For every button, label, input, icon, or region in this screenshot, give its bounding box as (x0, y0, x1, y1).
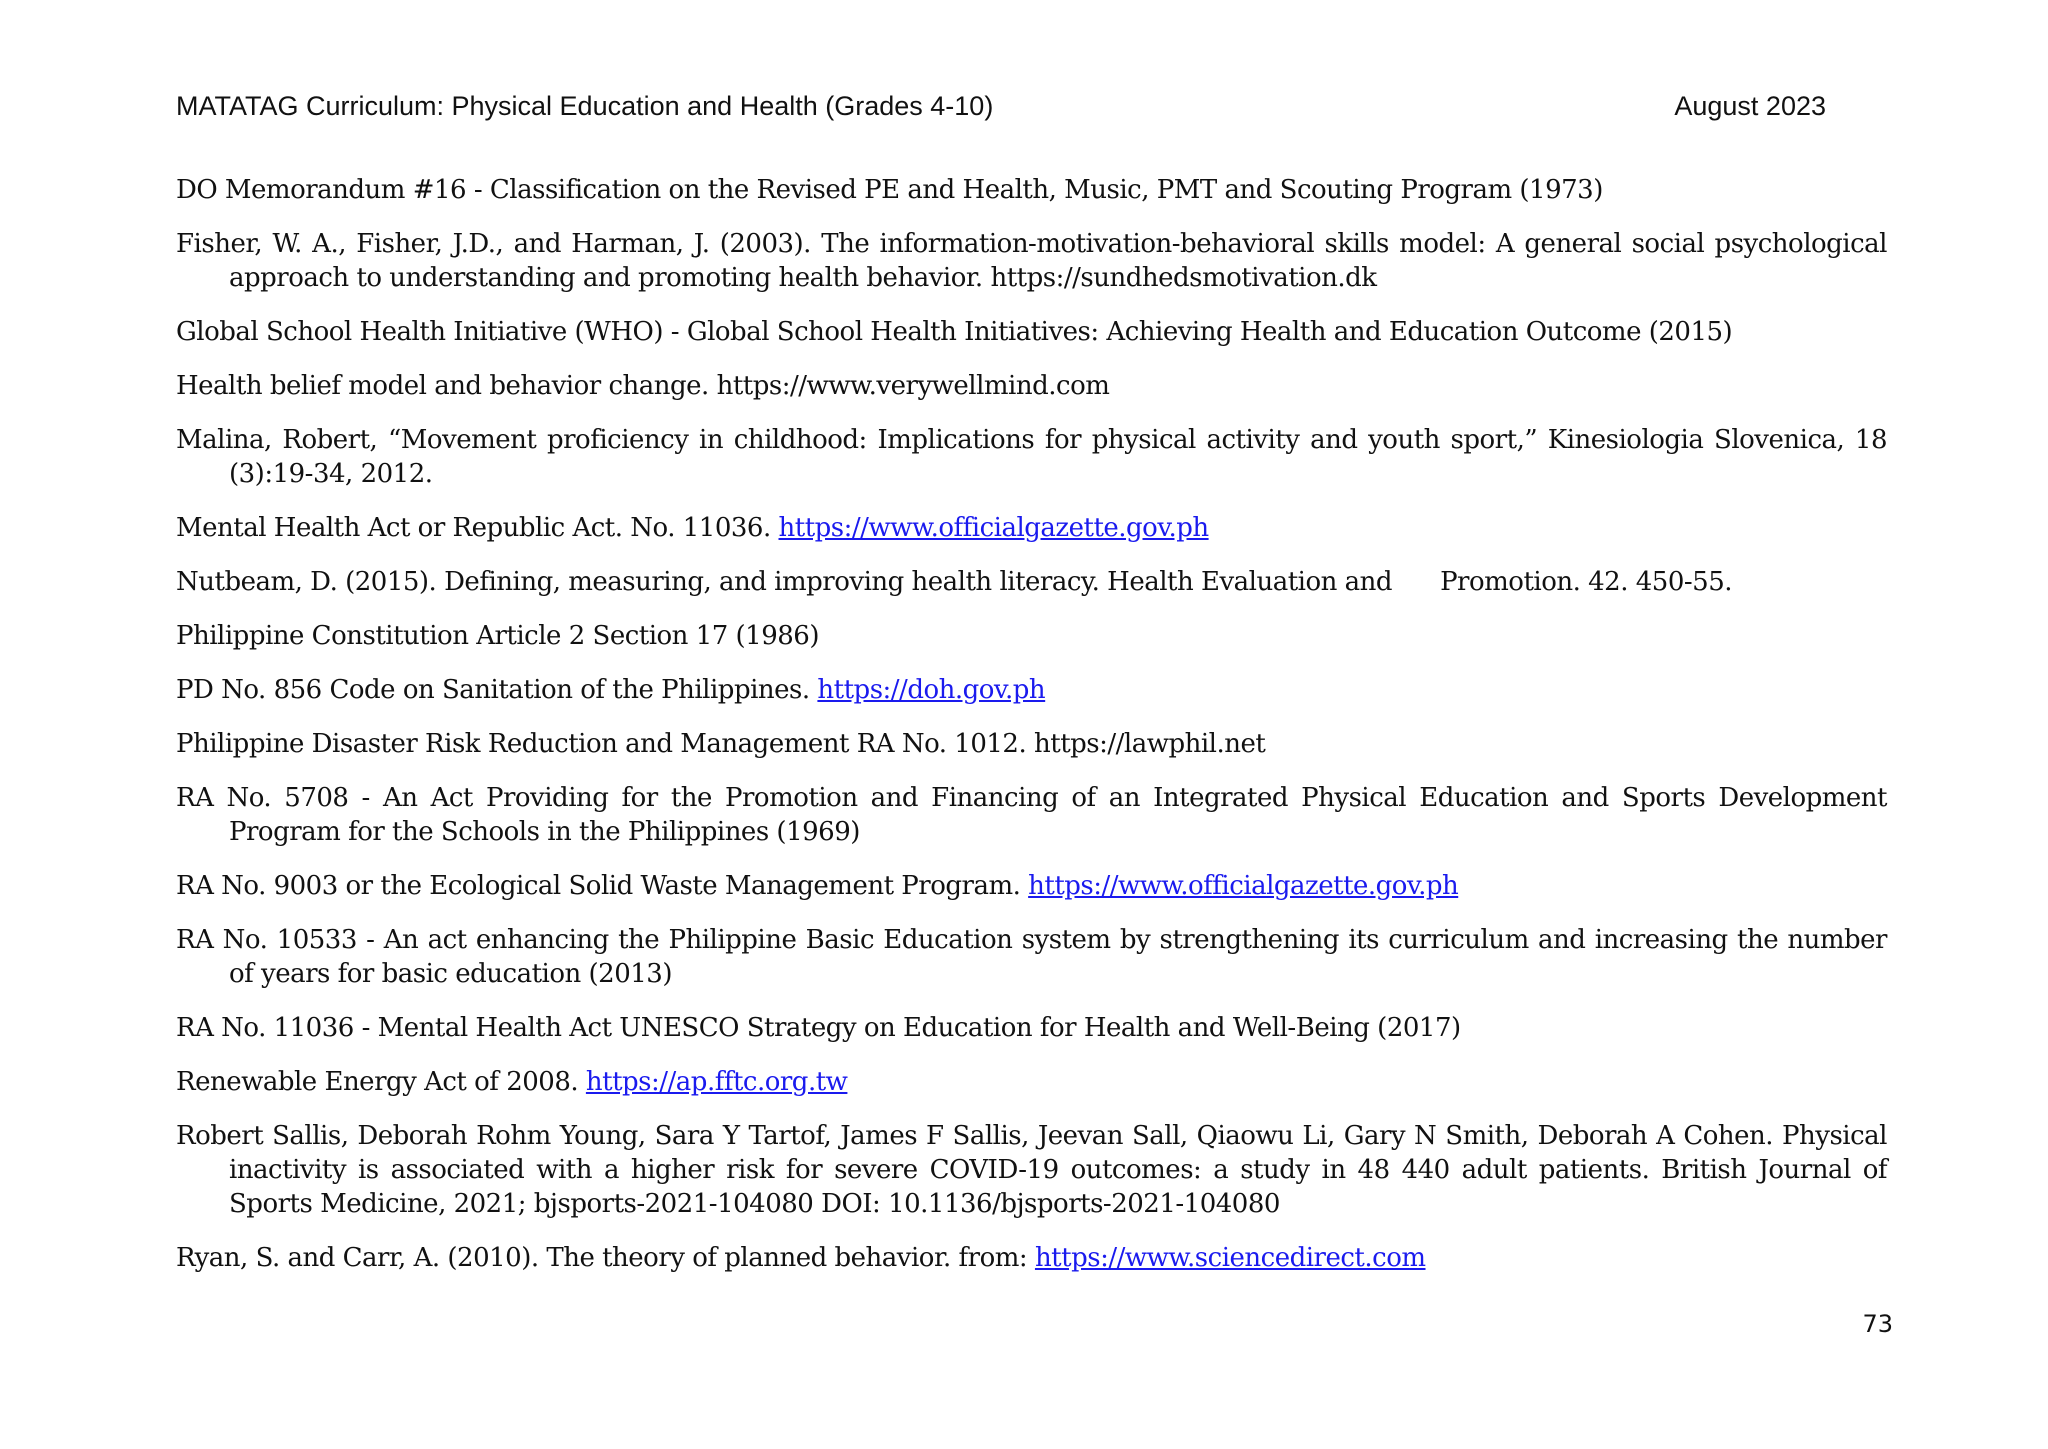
reference-item: RA No. 10533 - An act enhancing the Philippine Basic Education system by strengthening its curriculum and increasing the number of years for basic education (2013) (176, 925, 1887, 989)
reference-item: Malina, Robert, “Movement proficiency in childhood: Implications for physical activity and youth sport,” Kinesiologia Slovenica, 18 (3):19-34, 2012. (176, 425, 1887, 489)
reference-item: Global School Health Initiative (WHO) - Global School Health Initiatives: Achieving Health and Education Outcome (2015) (176, 317, 1733, 347)
reference-item: RA No. 9003 or the Ecological Solid Waste Management Program. https://www.officialgazette.gov.ph (176, 871, 1459, 901)
reference-item: Renewable Energy Act of 2008. https://ap.fftc.org.tw (176, 1067, 848, 1097)
reference-item: Philippine Disaster Risk Reduction and Management RA No. 1012. https://lawphil.net (176, 729, 1266, 759)
reference-item: Mental Health Act or Republic Act. No. 11036. https://www.officialgazette.gov.ph (176, 513, 1209, 543)
reference-link[interactable]: https://www.officialgazette.gov.ph (1028, 871, 1459, 901)
reference-item: Fisher, W. A., Fisher, J.D., and Harman, J. (2003). The information-motivation-behavioral skills model: A general social psychological approach to understanding and promoting health behavior. https://sundhedsmotivation.dk (176, 229, 1887, 293)
reference-link[interactable]: https://www.officialgazette.gov.ph (778, 513, 1209, 543)
reference-item: Ryan, S. and Carr, A. (2010). The theory of planned behavior. from: https://www.sciencedirect.com (176, 1243, 1426, 1273)
reference-link[interactable]: https://doh.gov.ph (817, 675, 1046, 705)
page-header (176, 86, 1826, 126)
reference-item: Philippine Constitution Article 2 Section 17 (1986) (176, 621, 819, 651)
page-number: 73 (1862, 1310, 1893, 1338)
reference-item: RA No. 11036 - Mental Health Act UNESCO Strategy on Education for Health and Well-Being (2017) (176, 1013, 1461, 1043)
reference-link[interactable]: https://ap.fftc.org.tw (585, 1067, 848, 1097)
document-date: August 2023 (1674, 91, 1826, 121)
reference-item: Robert Sallis, Deborah Rohm Young, Sara Y Tartof, James F Sallis, Jeevan Sall, Qiaowu Li, Gary N Smith, Deborah A Cohen. Physical inactivity is associated with a higher risk for severe COVID-19 outcomes: a study in 48 440 adult patients. British Journal of Sports Medicine, 2021; bjsports-2021-104080 DOI: 10.1136/bjsports-2021-104080 (176, 1121, 1887, 1219)
reference-item: RA No. 5708 - An Act Providing for the Promotion and Financing of an Integrated Physical Education and Sports Development Program for the Schools in the Philippines (1969) (176, 783, 1887, 847)
reference-item: PD No. 856 Code on Sanitation of the Philippines. https://doh.gov.ph (176, 675, 1046, 705)
reference-link[interactable]: https://www.sciencedirect.com (1034, 1243, 1426, 1273)
reference-item: Health belief model and behavior change. https://www.verywellmind.com (176, 371, 1110, 401)
reference-list (176, 173, 1887, 1295)
reference-item: Nutbeam, D. (2015). Defining, measuring, and improving health literacy. Health Evaluation and Promotion. 42. 450-55. (176, 567, 1733, 597)
reference-item: DO Memorandum #16 - Classification on the Revised PE and Health, Music, PMT and Scouting Program (1973) (176, 175, 1603, 205)
document-title: MATATAG Curriculum: Physical Education and Health (Grades 4-10) (176, 91, 994, 121)
